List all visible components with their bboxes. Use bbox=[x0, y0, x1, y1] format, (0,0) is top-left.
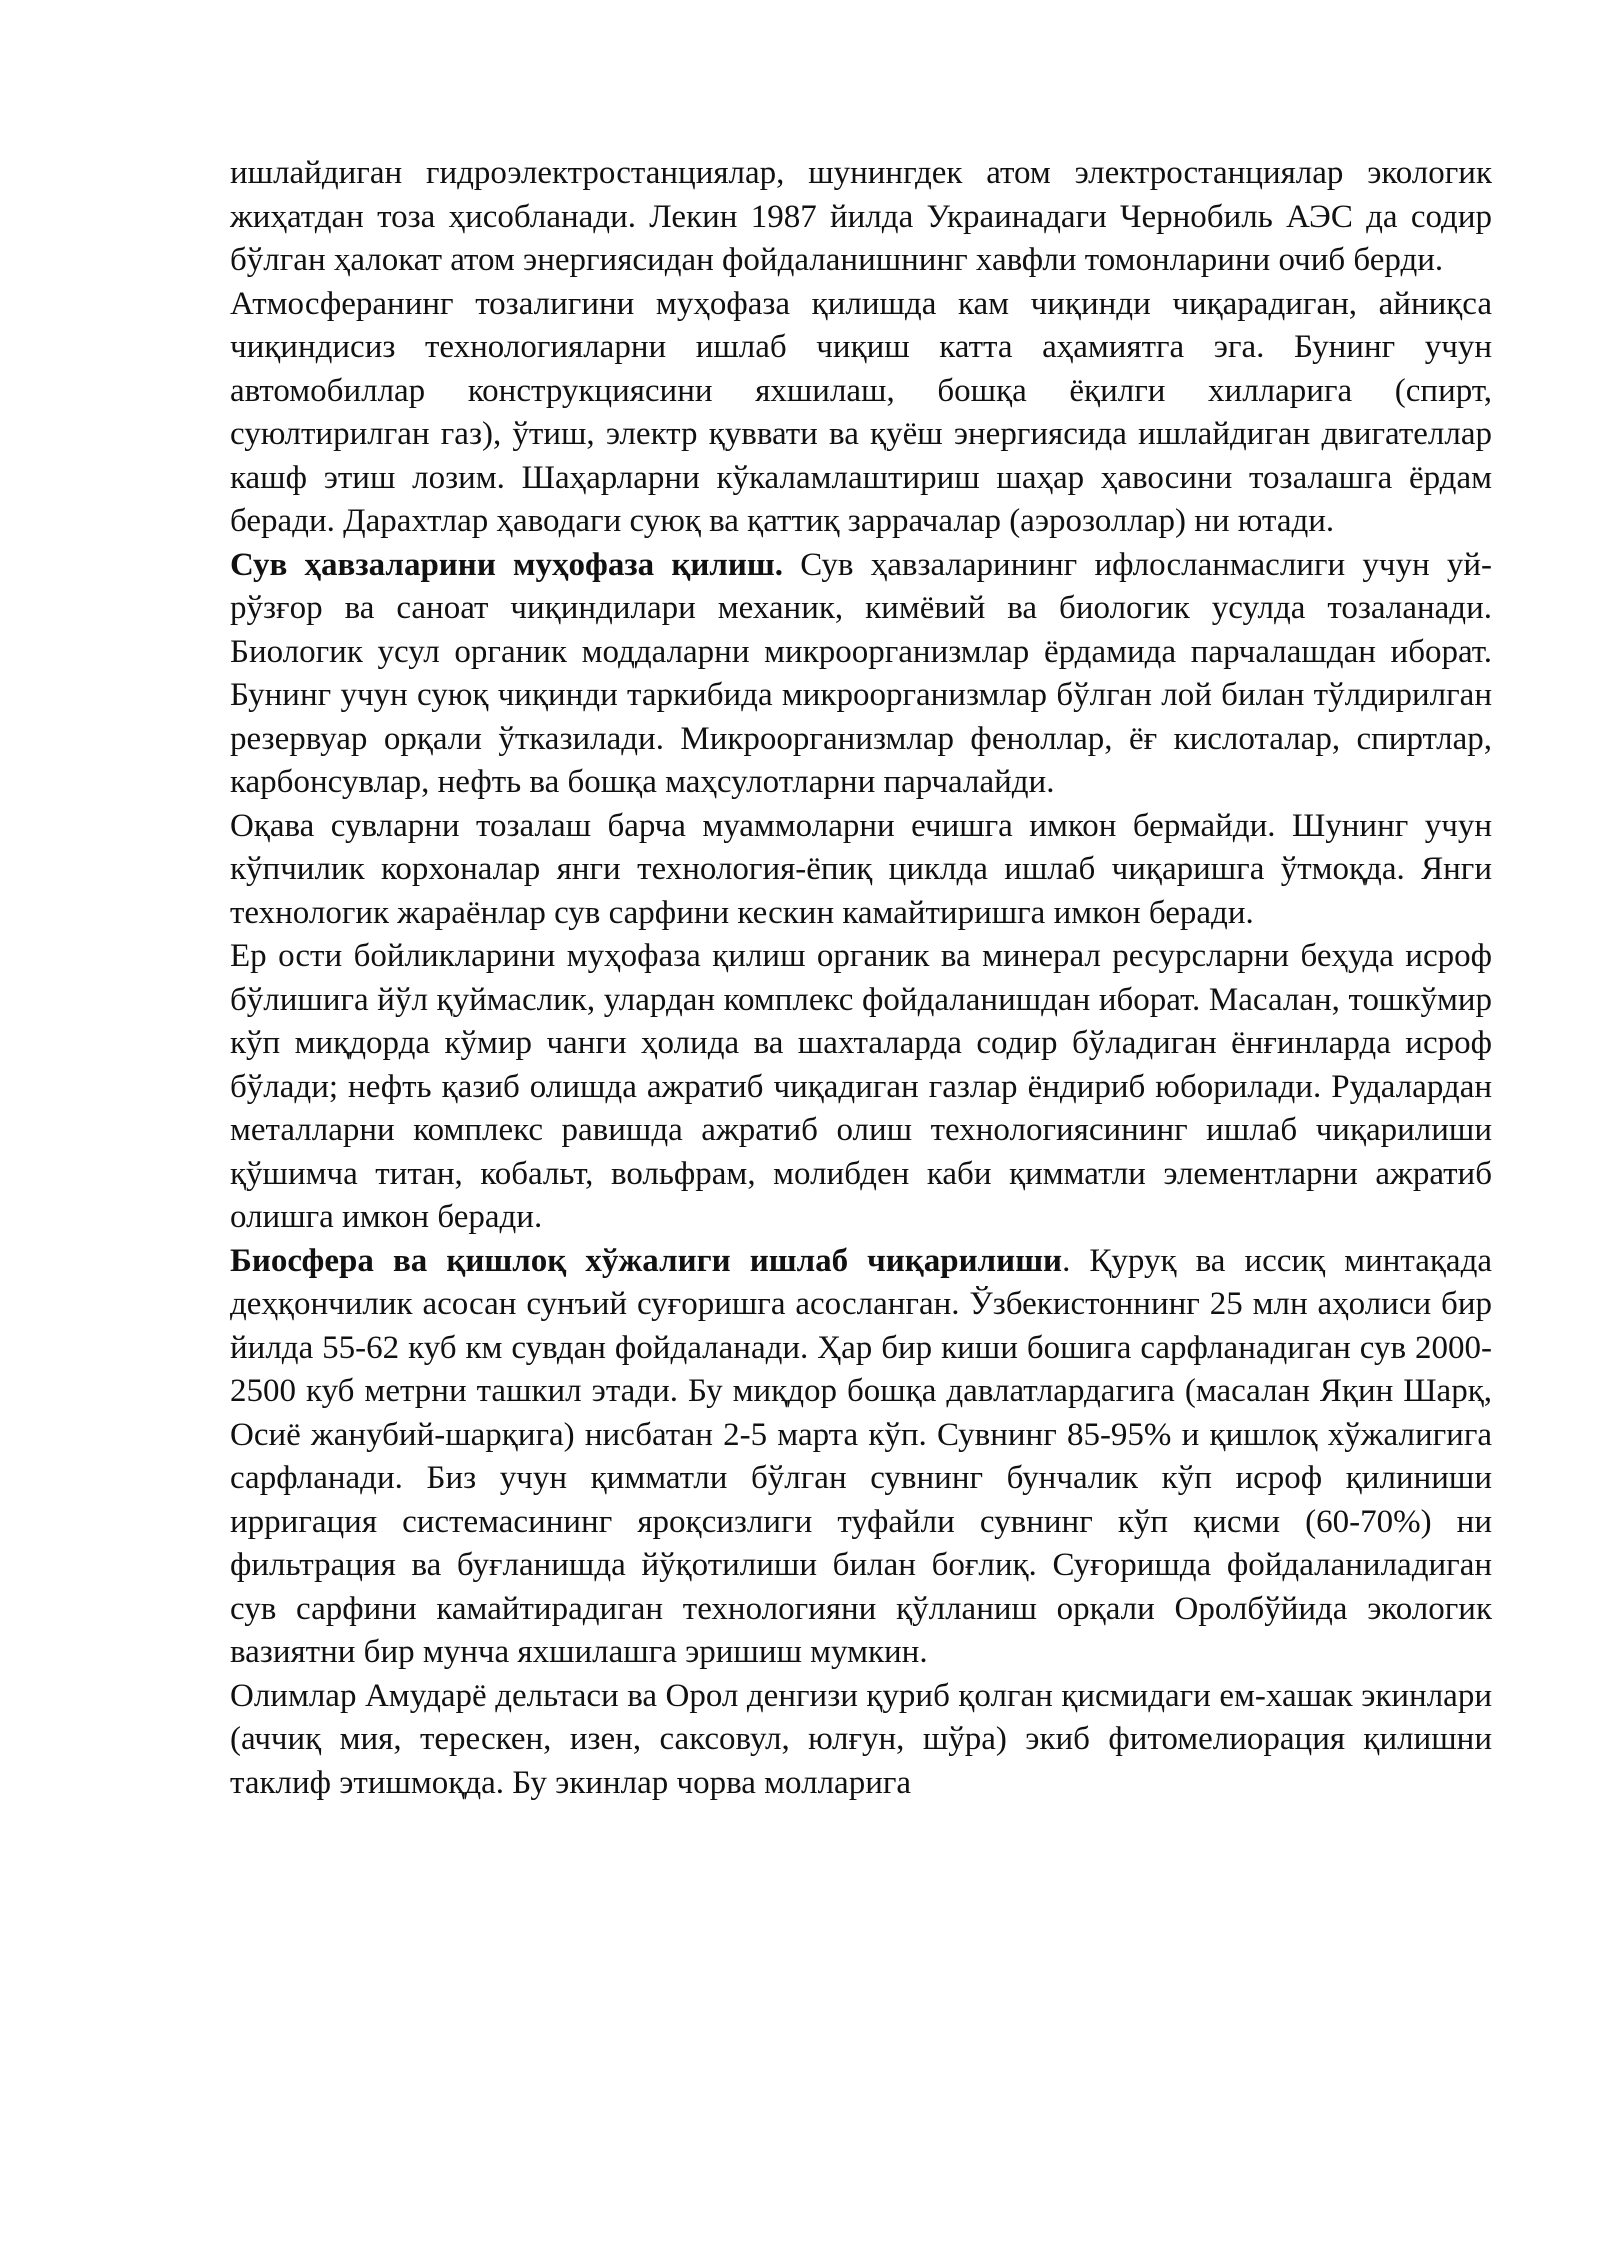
paragraph-text: . Қуруқ ва иссиқ минтақада деҳқончилик асосан сунъий суғоришга асосланган. Ўзбекистоннинг 25 млн аҳолиси бир йилда 55-62 куб км сувдан фойдаланади. Ҳар бир киши бошига сарфланадиган сув 2000-2500 куб метрни ташкил этади. Бу миқдор бошқа давлатлардагига (масалан Яқин Шарқ, Осиё жанубий-шарқига) нисбатан 2-5 марта кўп. Сувнинг 85-95% и қишлоқ хўжалигига сарфланади. Биз учун қимматли бўлган сувнинг бунчалик кўп исроф қилиниши ирригация системасининг яроқсизлиги туфайли сувнинг кўп қисми (60-70%) ни фильтрация ва буғланишда йўқотилиши билан боғлиқ. Суғоришда фойдаланиладиган сув сарфини камайтирадиган технологияни қўлланиш орқали Оролбўйида экологик вазиятни бир мунча яхшилашга эришиш мумкин. bbox=[230, 1242, 1493, 1670]
paragraph-hydro-nuclear bbox=[230, 152, 1492, 283]
section-heading: Сув ҳавзаларини муҳофаза қилиш. bbox=[230, 546, 784, 583]
paragraph-text: Оқава сувларни тозалаш барча муаммоларни ечишга имкон бермайди. Шунинг учун кўпчилик корхоналар янги технология-ёпиқ циклда ишлаб чиқаришга ўтмоқда. Янги технологик жараёнлар сув сарфини кескин камайтиришга имкон беради. bbox=[230, 807, 1492, 931]
document-page bbox=[230, 152, 1492, 1805]
paragraph-atmosphere bbox=[230, 283, 1492, 544]
paragraph-text: Сув ҳавзаларининг ифлосланмаслиги учун уй-рўзғор ва саноат чиқиндилари механик, кимёвий ва биологик усулда тозаланади. Биологик усул органик моддаларни микроорганизмлар ёрдамида парчалашдан иборат. Бунинг учун суюқ чиқинди таркибида микроорганизмлар бўлган лой билан тўлдирилган резервуар орқали ўтказилади. Микроорганизмлар феноллар, ёғ кислоталар, спиртлар, карбонсувлар, нефть ва бошқа маҳсулотларни парчалайди. bbox=[230, 546, 1492, 800]
paragraph-wastewater bbox=[230, 805, 1492, 936]
paragraph-mineral-resources bbox=[230, 935, 1492, 1240]
paragraph-text: ишлайдиган гидроэлектростанциялар, шунингдек атом электростанциялар экологик жиҳатдан тоза ҳисобланади. Лекин 1987 йилда Украинадаги Чернобиль АЭС да содир бўлган ҳалокат атом энергиясидан фойдаланишнинг хавфли томонларини очиб берди. bbox=[230, 155, 1492, 278]
section-heading: Биосфера ва қишлоқ хўжалиги ишлаб чиқарилиши bbox=[230, 1242, 1063, 1279]
paragraph-text: Атмосферанинг тозалигини муҳофаза қилишда кам чиқинди чиқарадиган, айниқса чиқиндисиз технологияларни ишлаб чиқиш катта аҳамиятга эга. Бунинг учун автомобиллар конструкциясини яхшилаш, бошқа ёқилги хилларига (спирт, суюлтирилган газ), ўтиш, электр қуввати ва қуёш энергиясида ишлайдиган двигателлар кашф этиш лозим. Шаҳарларни кўкаламлаштириш шаҳар ҳавосини тозалашга ёрдам беради. Дарахтлар ҳаводаги суюқ ва қаттиқ заррачалар (аэрозоллар) ни ютади. bbox=[230, 285, 1492, 539]
paragraph-biosphere-agriculture bbox=[230, 1240, 1492, 1675]
paragraph-water-protection bbox=[230, 544, 1492, 805]
paragraph-phytomelioration bbox=[230, 1675, 1492, 1806]
paragraph-text: Ер ости бойликларини муҳофаза қилиш органик ва минерал ресурсларни беҳуда исроф бўлишига йўл қуймаслик, улардан комплекс фойдаланишдан иборат. Масалан, тошкўмир кўп миқдорда кўмир чанги ҳолида ва шахталарда содир бўладиган ёнғинларда исроф бўлади; нефть қазиб олишда ажратиб чиқадиган газлар ёндириб юборилади. Рудалардан металларни комплекс равишда ажратиб олиш технологиясининг ишлаб чиқарилиши қўшимча титан, кобальт, вольфрам, молибден каби қимматли элементларни ажратиб олишга имкон беради. bbox=[230, 938, 1492, 1235]
paragraph-text: Олимлар Амударё дельтаси ва Орол денгизи қуриб қолган қисмидаги ем-хашак экинлари (аччиқ мия, терескен, изен, саксовул, юлғун, шўра) экиб фитомелиорация қилишни таклиф этишмоқда. Бу экинлар чорва молларига bbox=[230, 1677, 1492, 1801]
